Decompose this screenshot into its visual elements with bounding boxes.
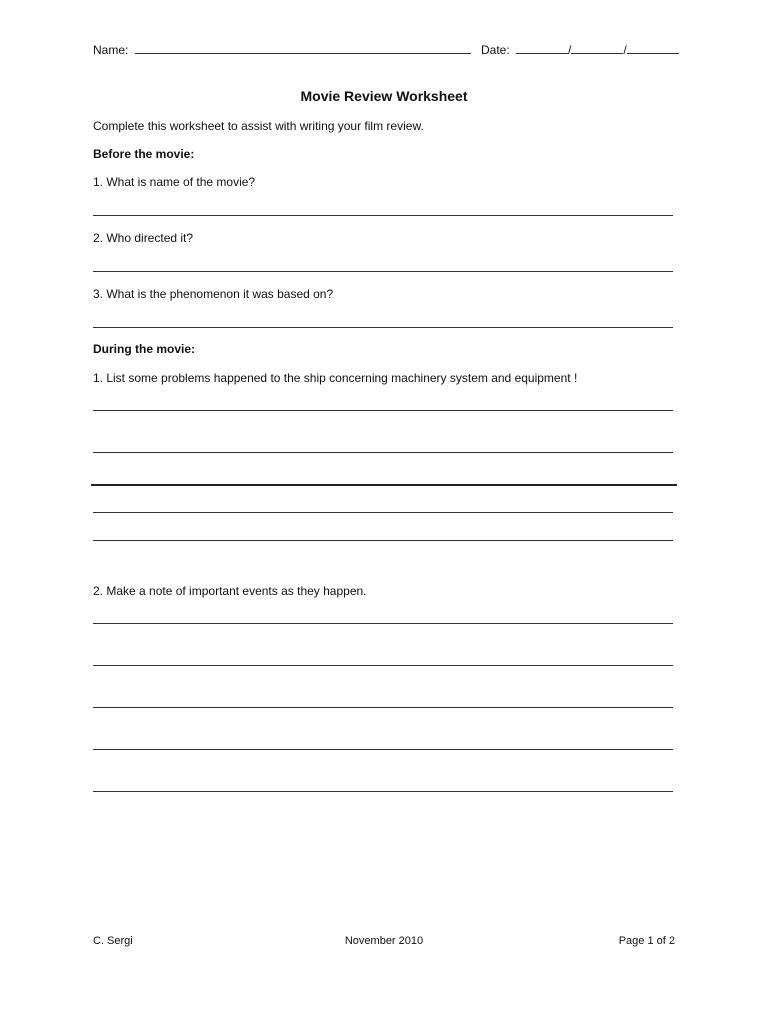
date-label: Date: [481,43,510,57]
answer-line[interactable] [93,215,673,216]
answer-line[interactable] [93,791,673,792]
answer-line[interactable] [93,327,673,328]
name-label: Name: [93,43,129,57]
intro-text: Complete this worksheet to assist with writing your film review. [93,119,424,133]
date-month-blank[interactable] [571,41,623,54]
answer-line[interactable] [93,707,673,708]
answer-line[interactable] [93,540,673,541]
date-separator: / [623,43,627,57]
before-question-2: 2. Who directed it? [93,231,194,245]
before-question-1: 1. What is name of the movie? [93,175,256,189]
date-day-blank[interactable] [516,41,568,54]
during-question-1: 1. List some problems happened to the ship concerning machinery system and equipment ! [93,371,578,385]
answer-line[interactable] [93,665,673,666]
answer-line[interactable] [93,410,673,411]
answer-line[interactable] [93,749,673,750]
date-separator: / [568,43,572,57]
date-field[interactable] [481,41,679,57]
answer-line[interactable] [93,623,673,624]
name-blank[interactable] [135,41,471,54]
footer-page-number: Page 1 of 2 [618,935,675,947]
before-heading: Before the movie: [93,147,195,161]
footer-author: C. Sergi [93,935,133,947]
answer-line[interactable] [93,452,673,453]
section-divider [91,484,677,486]
page-title: Movie Review Worksheet [300,88,468,104]
answer-line[interactable] [93,512,673,513]
name-field[interactable] [93,41,471,57]
before-question-3: 3. What is the phenomenon it was based on? [93,287,334,301]
during-question-2: 2. Make a note of important events as they happen. [93,584,367,598]
date-year-blank[interactable] [627,41,679,54]
answer-line[interactable] [93,271,673,272]
footer-date: November 2010 [344,935,424,947]
during-heading: During the movie: [93,342,196,356]
